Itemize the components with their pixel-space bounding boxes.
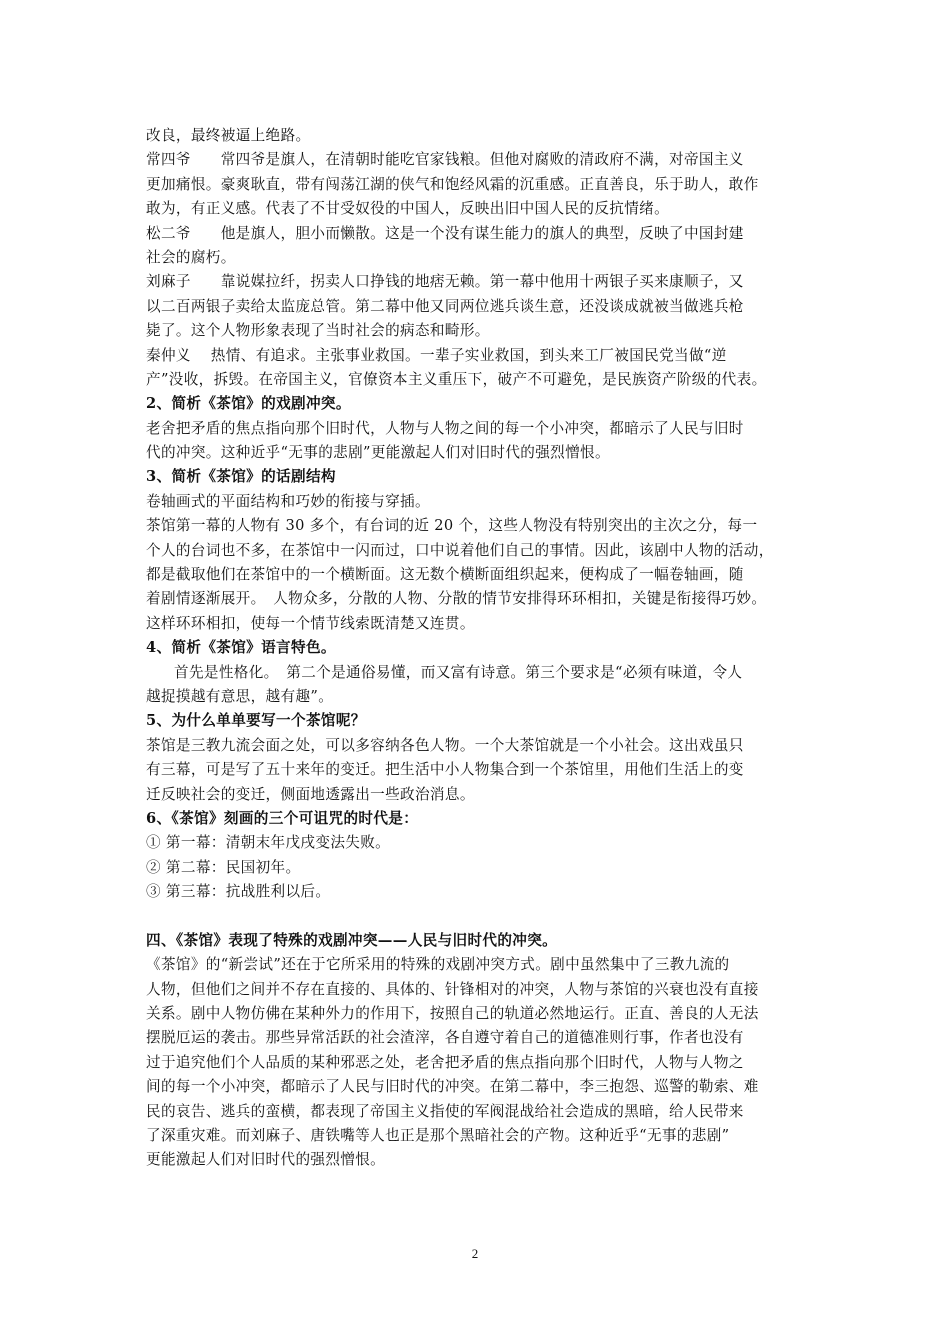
text-line: 首先是性格化。 第二个是通俗易懂，而又富有诗意。第三个要求是“必须有味道，令人 — [174, 663, 743, 681]
text-line: 个人的台词也不多，在茶馆中一闪而过，口中说着他们自己的事情。因此，该剧中人物的活动， — [146, 541, 774, 559]
text-line: 越捉摸越有意思，越有趣”。 — [146, 687, 334, 705]
text-line: 都是截取他们在茶馆中的一个横断面。这无数个横断面组织起来，便构成了一幅卷轴画，随 — [146, 566, 744, 584]
text-line: 过于追究他们个人品质的某种邪恶之处，老舍把矛盾的焦点指向那个旧时代，人物与人物之 — [146, 1053, 744, 1071]
list-item: ② 第二幕：民国初年。 — [146, 858, 301, 876]
section-heading: 6、《茶馆》刻画的三个可诅咒的时代是： — [146, 809, 419, 827]
text-line: 产”没收，拆毁。在帝国主义，官僚资本主义重压下，破产不可避免，是民族资产阶级的代表。 — [146, 370, 767, 388]
text-line: 老舍把矛盾的焦点指向那个旧时代，人物与人物之间的每一个小冲突，都暗示了人民与旧时 — [146, 419, 744, 437]
document-body — [146, 124, 816, 1173]
text-line: 刘麻子 靠说媒拉纤，拐卖人口挣钱的地痞无赖。第一幕中他用十两银子买来康顺子，又 — [146, 273, 744, 291]
text-line: 茶馆是三教九流会面之处，可以多容纳各色人物。一个大茶馆就是一个小社会。这出戏虽只 — [146, 736, 744, 754]
text-line: 以二百两银子卖给太监庞总管。第二幕中他又同两位逃兵谈生意，还没谈成就被当做逃兵枪 — [146, 297, 744, 315]
text-line: 间的每一个小冲突，都暗示了人民与旧时代的冲突。在第二幕中，李三抱怨、巡警的勒索、难 — [146, 1078, 759, 1096]
text-line: 民的哀告、逃兵的蛮横，都表现了帝国主义指使的军阀混战给社会造成的黑暗，给人民带来 — [146, 1102, 744, 1120]
text-line: 改良，最终被逼上绝路。 — [146, 127, 311, 144]
blank-line — [146, 905, 816, 929]
text-line: 敢为，有正义感。代表了不甘受奴役的中国人，反映出旧中国人民的反抗情绪。 — [146, 200, 670, 218]
section-heading: 5、为什么单单要写一个茶馆呢？ — [146, 712, 366, 730]
text-line: 关系。剧中人物仿佛在某种外力的作用下，按照自己的轨道必然地运行。正直、善良的人无法 — [146, 1005, 759, 1023]
list-item: ③ 第三幕：抗战胜利以后。 — [146, 883, 331, 901]
text-line: 毙了。这个人物形象表现了当时社会的病态和畸形。 — [146, 322, 490, 340]
text-line: 社会的腐朽。 — [146, 248, 236, 266]
text-line: 这样环环相扣，使每一个情节线索既清楚又连贯。 — [146, 614, 475, 632]
text-line: 更加痛恨。豪爽耿直，带有闯荡江湖的侠气和饱经风霜的沉重感。正直善良，乐于助人，敢作 — [146, 175, 759, 193]
section-heading: 2、简析《茶馆》的戏剧冲突。 — [146, 395, 351, 413]
text-line: 更能激起人们对旧时代的强烈憎恨。 — [146, 1151, 386, 1169]
text-line: 《茶馆》的“新尝试”还在于它所采用的特殊的戏剧冲突方式。剧中虽然集中了三教九流的 — [146, 956, 730, 974]
text-line: 常四爷 常四爷是旗人，在清朝时能吃官家钱粮。但他对腐败的清政府不满，对帝国主义 — [146, 151, 744, 169]
section-heading: 3、简析《茶馆》的话剧结构 — [146, 468, 336, 486]
text-line: 了深重灾难。而刘麻子、唐铁嘴等人也正是那个黑暗社会的产物。这种近乎“无事的悲剧” — [146, 1127, 730, 1145]
text-line: 有三幕，可是写了五十来年的变迁。把生活中小人物集合到一个茶馆里，用他们生活上的变 — [146, 761, 744, 779]
page-number: 2 — [471, 1246, 479, 1261]
text-line: 代的冲突。这种近乎“无事的悲剧”更能激起人们对旧时代的强烈憎恨。 — [146, 444, 610, 462]
text-line: 茶馆第一幕的人物有 30 多个，有台词的近 20 个，这些人物没有特别突出的主次之分，每一 — [146, 517, 758, 535]
text-line: 卷轴画式的平面结构和巧妙的衔接与穿插。 — [146, 492, 430, 510]
text-line: 着剧情逐渐展开。 人物众多，分散的人物、分散的情节安排得环环相扣，关键是衔接得巧妙。 — [146, 590, 767, 608]
section-heading: 4、简析《茶馆》语言特色。 — [146, 639, 336, 657]
text-line: 秦仲义 热情、有追求。主张事业救国。一辈子实业救国，到头来工厂被国民党当做“逆 — [146, 346, 727, 364]
text-line: 人物，但他们之间并不存在直接的、具体的、针锋相对的冲突，人物与茶馆的兴衰也没有直接 — [146, 980, 759, 998]
chapter-heading: 四、《茶馆》表现了特殊的戏剧冲突——人民与旧时代的冲突。 — [146, 931, 558, 949]
list-item: ① 第一幕：清朝末年戊戌变法失败。 — [146, 834, 391, 852]
text-line: 迁反映社会的变迁，侧面地透露出一些政治消息。 — [146, 785, 475, 803]
text-line: 松二爷 他是旗人，胆小而懒散。这是一个没有谋生能力的旗人的典型，反映了中国封建 — [146, 224, 744, 242]
text-line: 摆脱厄运的袭击。那些异常活跃的社会渣滓，各自遵守着自己的道德准则行事，作者也没有 — [146, 1029, 744, 1047]
